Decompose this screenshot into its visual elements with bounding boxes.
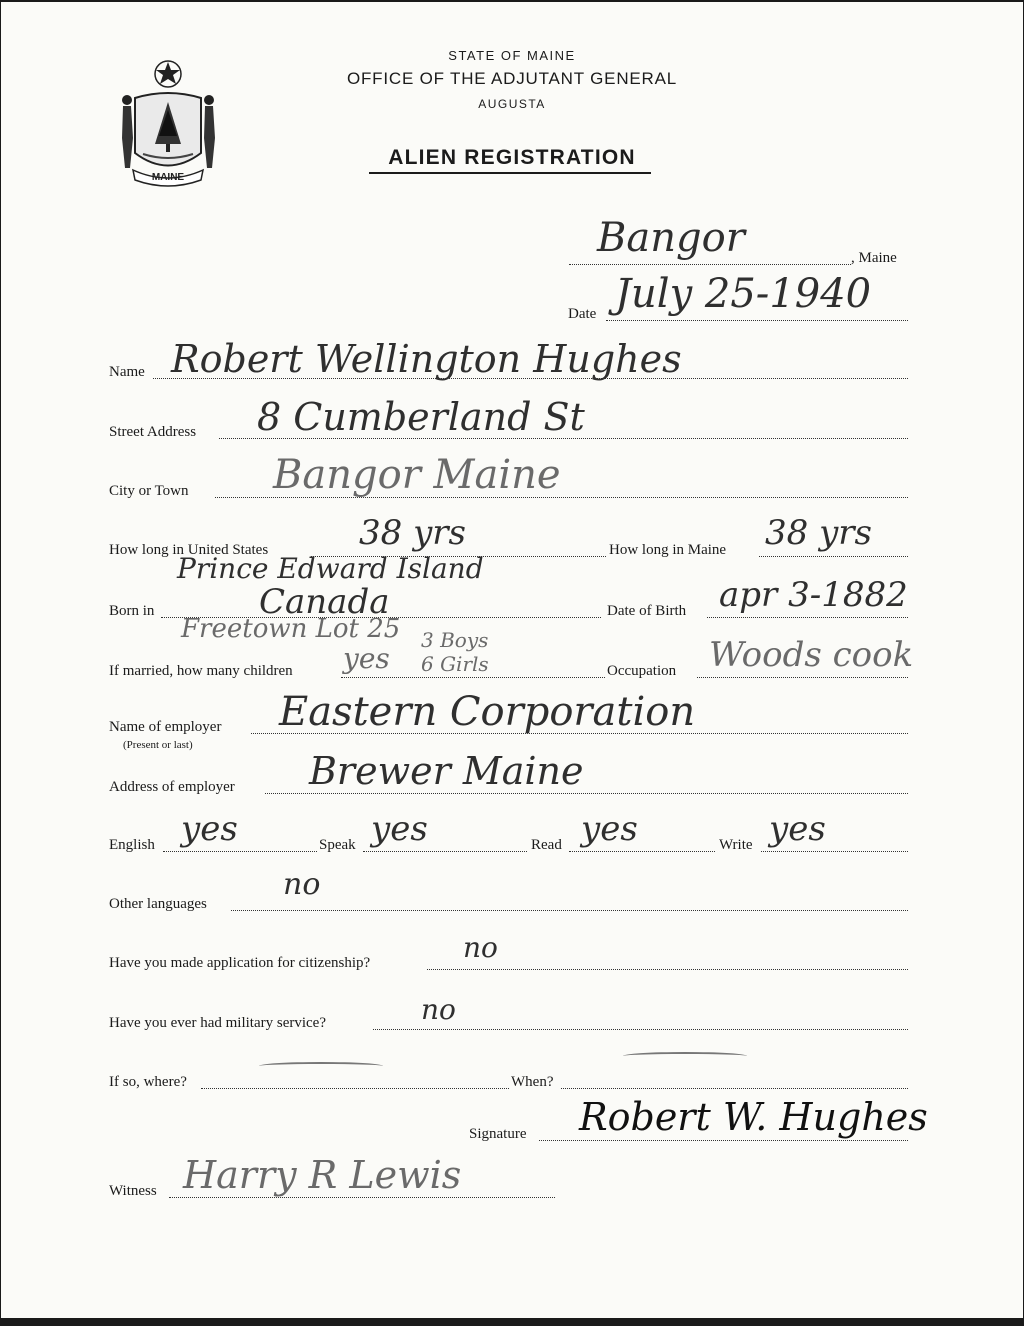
signature-value: Robert W. Hughes xyxy=(579,1095,928,1139)
speak-label: Speak xyxy=(319,837,356,853)
children-label: If married, how many children xyxy=(109,663,293,679)
citizenship-label: Have you made application for citizenship? xyxy=(109,955,371,971)
how-long-us-label: How long in United States xyxy=(109,542,269,558)
witness-label: Witness xyxy=(109,1183,157,1199)
children-girls: 6 Girls xyxy=(421,652,489,676)
name-label: Name xyxy=(109,364,145,380)
when-label: When? xyxy=(511,1074,554,1090)
speak-value: yes xyxy=(371,809,428,849)
state-heading: STATE OF MAINE xyxy=(448,48,576,63)
employer-sublabel: (Present or last) xyxy=(123,739,193,751)
place-value: Bangor xyxy=(597,215,745,261)
dob-label: Date of Birth xyxy=(607,603,687,619)
place-line xyxy=(569,264,851,265)
occupation-value: Woods cook xyxy=(709,635,914,675)
children-line xyxy=(341,677,605,678)
date-line xyxy=(606,320,908,321)
born-in-value-above: Prince Edward Island xyxy=(177,552,484,585)
place-suffix: , Maine xyxy=(851,250,897,266)
occupation-label: Occupation xyxy=(607,663,677,679)
employer-address-line xyxy=(265,793,908,794)
write-value: yes xyxy=(769,809,826,849)
read-label: Read xyxy=(531,837,562,853)
dob-value: apr 3-1882 xyxy=(719,575,908,615)
speak-line xyxy=(363,851,527,852)
street-value: 8 Cumberland St xyxy=(257,395,585,439)
title-underline xyxy=(369,172,651,174)
other-languages-label: Other languages xyxy=(109,896,207,912)
born-in-label: Born in xyxy=(109,603,155,619)
children-boys: 3 Boys xyxy=(421,628,489,652)
form-title: ALIEN REGISTRATION xyxy=(388,146,636,169)
city-value: Bangor Maine xyxy=(273,452,561,498)
when-dash xyxy=(623,1052,747,1060)
other-languages-line xyxy=(231,910,908,911)
where-label: If so, where? xyxy=(109,1074,187,1090)
how-long-me-line xyxy=(759,556,908,557)
read-line xyxy=(569,851,715,852)
dob-line xyxy=(707,617,908,618)
employer-address-value: Brewer Maine xyxy=(309,749,584,793)
english-value: yes xyxy=(181,809,238,849)
witness-value: Harry R Lewis xyxy=(183,1153,462,1197)
citizenship-value: no xyxy=(463,931,498,964)
born-in-value-below: Freetown Lot 25 xyxy=(181,614,401,644)
date-value: July 25-1940 xyxy=(615,271,872,317)
where-dash xyxy=(259,1062,383,1070)
english-line xyxy=(163,851,317,852)
military-label: Have you ever had military service? xyxy=(109,1015,326,1031)
city-heading: AUGUSTA xyxy=(478,97,546,111)
witness-line xyxy=(169,1197,555,1198)
signature-label: Signature xyxy=(469,1126,527,1142)
how-long-us-value: 38 yrs xyxy=(359,513,466,553)
date-label: Date xyxy=(568,306,597,322)
registration-form xyxy=(1,2,1023,1318)
employer-address-label: Address of employer xyxy=(109,779,235,795)
how-long-me-label: How long in Maine xyxy=(609,542,727,558)
children-value: yes xyxy=(343,642,390,675)
write-label: Write xyxy=(719,837,753,853)
signature-line xyxy=(539,1140,908,1141)
employer-label: Name of employer xyxy=(109,719,222,735)
office-heading: OFFICE OF THE ADJUTANT GENERAL xyxy=(346,69,678,88)
write-line xyxy=(761,851,908,852)
read-value: yes xyxy=(581,809,638,849)
how-long-me-value: 38 yrs xyxy=(765,513,872,553)
english-label: English xyxy=(109,837,155,853)
city-label: City or Town xyxy=(109,483,189,499)
street-label: Street Address xyxy=(109,424,197,440)
seal-text: MAINE xyxy=(151,172,185,183)
other-languages-value: no xyxy=(283,867,321,902)
military-value: no xyxy=(421,993,456,1026)
military-line xyxy=(373,1029,908,1030)
name-value: Robert Wellington Hughes xyxy=(171,337,682,381)
citizenship-line xyxy=(427,969,908,970)
born-in-value: Canada xyxy=(259,582,390,622)
where-line xyxy=(201,1088,509,1089)
employer-value: Eastern Corporation xyxy=(279,689,696,735)
when-line xyxy=(561,1088,908,1089)
occupation-line xyxy=(697,677,908,678)
